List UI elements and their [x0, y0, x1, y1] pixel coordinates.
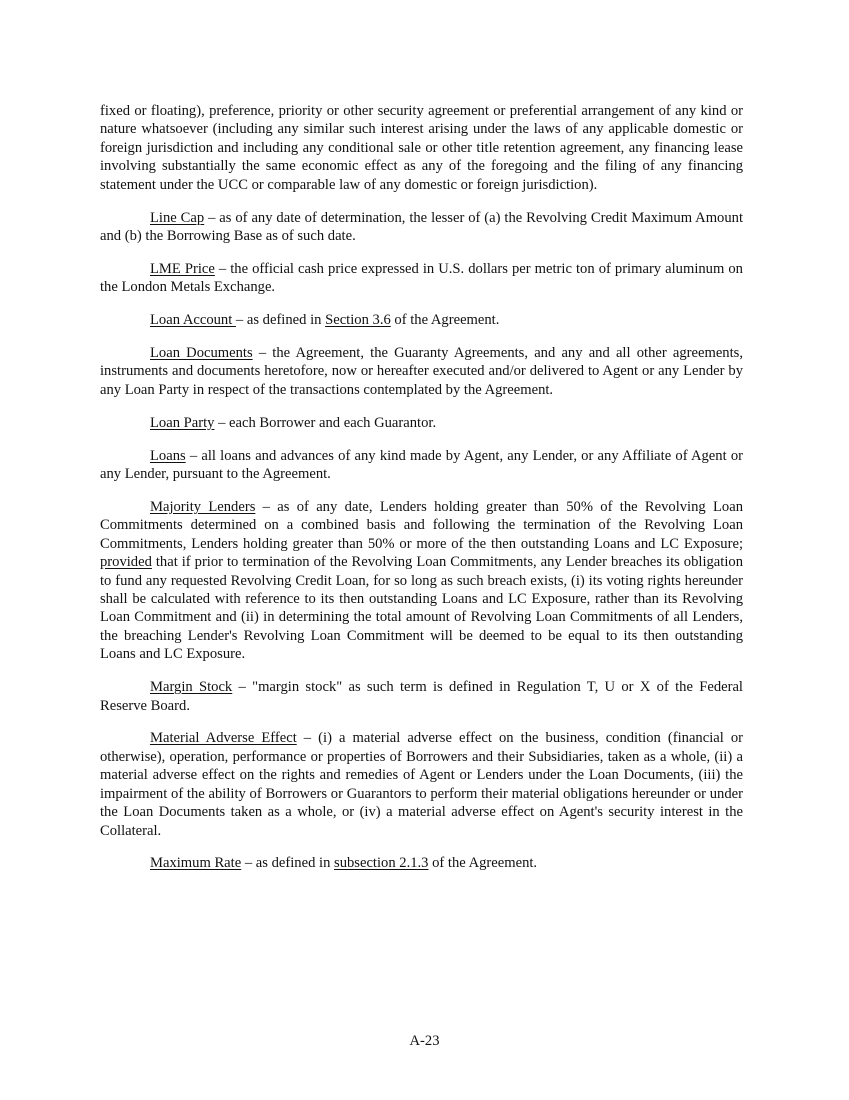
proviso-term: provided: [100, 554, 152, 571]
defined-term: Margin Stock: [150, 679, 233, 696]
defined-term: Material Adverse Effect: [150, 730, 297, 747]
definition-material-adverse-effect: [100, 729, 743, 839]
definition-text: – the Agreement, the Guaranty Agreements, and any and all other agreements, instruments and documents heretofore, now or hereafter executed and/or delivered to Agent or any Lender by any Loan Party in respect of the transactions contemplated by the Agreement.: [100, 345, 743, 398]
definition-text: – all loans and advances of any kind made by Agent, any Lender, or any Affiliate of Agent or any Lender, pursuant to the Agreement.: [100, 447, 743, 483]
definition-text-tail: of the Agreement.: [390, 312, 500, 329]
page-number: A-23: [409, 1033, 440, 1049]
definition-text: – as defined in: [241, 855, 335, 872]
definition-line-cap: [100, 209, 743, 246]
document-body: [100, 102, 743, 887]
definition-margin-stock: [100, 678, 743, 715]
definition-loan-account: [100, 311, 743, 329]
defined-term: LME Price: [150, 260, 215, 277]
definition-lme-price: [100, 260, 743, 297]
definition-text: – "margin stock" as such term is defined in Regulation T, U or X of the Federal Reserve Board.: [100, 679, 743, 714]
definition-text: – the official cash price expressed in U.S. dollars per metric ton of primary aluminum on the London Metals Exchange.: [100, 260, 743, 296]
cross-reference: Section 3.6: [325, 312, 391, 329]
definition-text: – each Borrower and each Guarantor.: [214, 414, 437, 431]
defined-term: Loan Documents: [150, 345, 253, 362]
definition-loan-party: [100, 414, 743, 432]
definition-text-tail: of the Agreement.: [428, 855, 538, 872]
definition-text-tail: that if prior to termination of the Revolving Loan Commitments, any Lender breaches its obligation to fund any requested Revolving Credit Loan, for so long as such breach exists, (i) its voting rights hereunder shall be calculated with reference to its then outstanding Loans and LC Exposure, rather than its Revolving Loan Commitment and (ii) in determining the total amount of Revolving Loan Commitments of all Lenders, the breaching Lender's Revolving Loan Commitment will be deemed to be equal to its then outstanding Loans and LC Exposure.: [100, 554, 743, 663]
definition-text: – as of any date of determination, the lesser of (a) the Revolving Credit Maximum Amount and (b) the Borrowing Base as of such date.: [100, 209, 743, 244]
defined-term: Majority Lenders: [150, 499, 256, 515]
defined-term: Loans: [150, 447, 186, 464]
definition-majority-lenders: [100, 498, 743, 664]
definition-maximum-rate: [100, 854, 743, 872]
cross-reference: subsection 2.1.3: [334, 855, 429, 872]
definition-loan-documents: [100, 344, 743, 399]
definition-text: – as defined in: [235, 312, 326, 329]
definition-text: – as of any date, Lenders holding greater than 50% of the Revolving Loan Commitments determined on a combined basis and following the termination of the Revolving Loan Commitments, Lenders holding greater than 50% or more of the then outstanding Loans and LC Exposure;: [100, 499, 743, 552]
defined-term: Line Cap: [150, 209, 205, 226]
definition-loans: [100, 447, 743, 484]
defined-term: Loan Account: [150, 312, 236, 329]
definition-text: – (i) a material adverse effect on the business, condition (financial or otherwise), operation, performance or properties of Borrowers and their Subsidiaries, taken as a whole, (ii) a material adverse effect on the rights and remedies of Agent or Lenders under the Loan Documents, (iii) the impairment of the ability of Borrowers or Guarantors to perform their material obligations hereunder or under the Loan Documents taken as a whole, or (iv) a material adverse effect on Agent's security interest in the Collateral.: [100, 730, 743, 839]
paragraph-lien-continuation: [100, 102, 743, 194]
defined-term: Maximum Rate: [150, 855, 242, 872]
paragraph-text: fixed or floating), preference, priority or other security agreement or preferential arrangement of any kind or nature whatsoever (including any similar such interest arising under the laws of any applicable domestic or foreign jurisdiction and including any conditional sale or other title retention agreement, any financing lease involving substantially the same economic effect as any of the foregoing and the filing of any financing statement under the UCC or comparable law of any domestic or foreign jurisdiction).: [100, 103, 743, 193]
defined-term: Loan Party: [150, 414, 215, 431]
